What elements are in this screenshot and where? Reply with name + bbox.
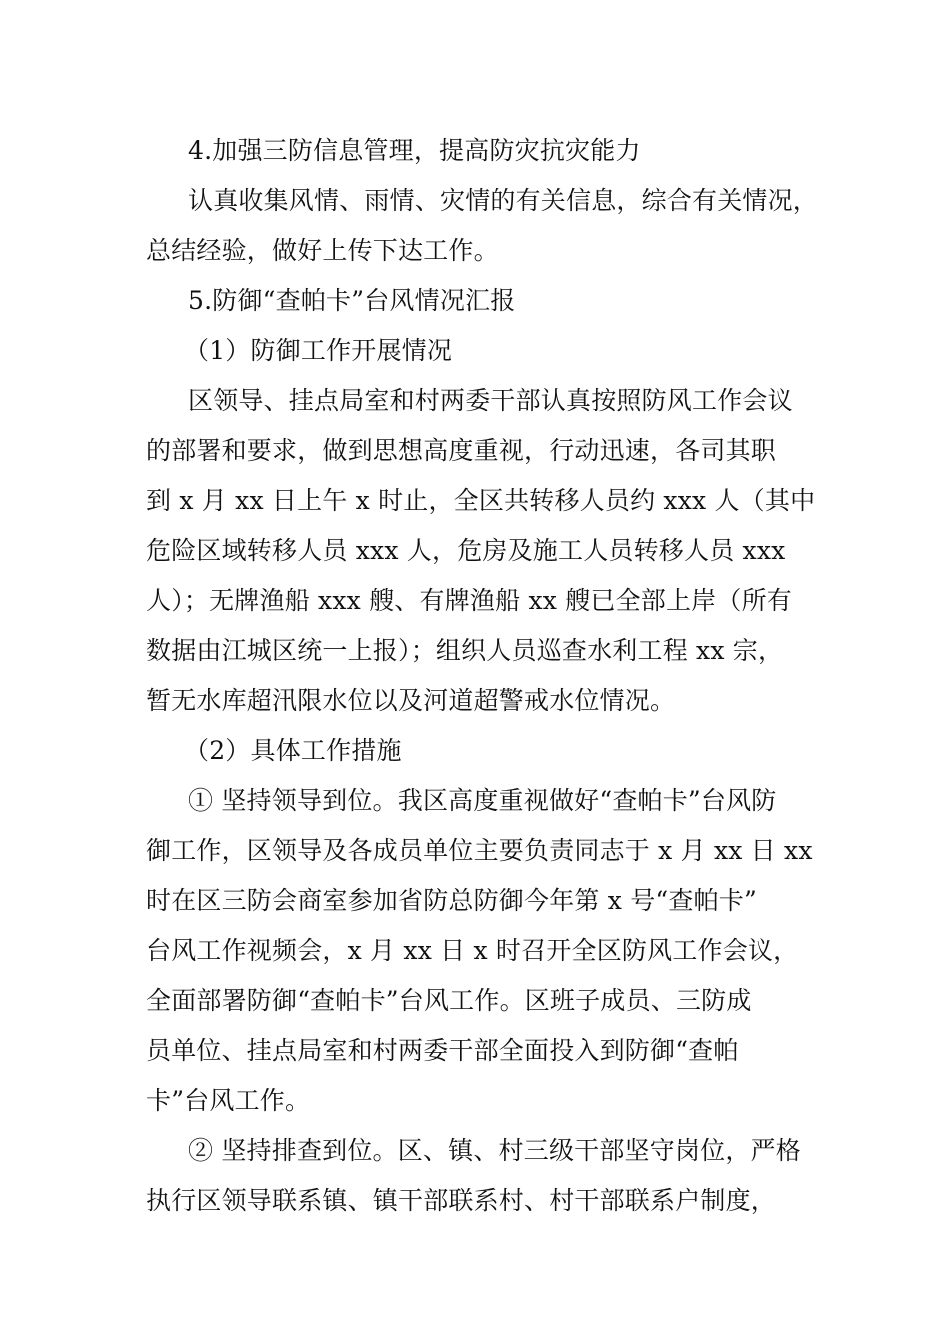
paragraph-line: 的部署和要求，做到思想高度重视，行动迅速，各司其职 [146, 436, 777, 465]
paragraph-line: 全面部署防御“查帕卡”台风工作。区班子成员、三防成 [146, 986, 752, 1015]
section-heading-4: 4.加强三防信息管理，提高防灾抗灾能力 [188, 136, 641, 165]
paragraph-line: 御工作，区领导及各成员单位主要负责同志于 x 月 xx 日 xx [146, 836, 813, 865]
paragraph-line: 台风工作视频会，x 月 xx 日 x 时召开全区防风工作会议， [146, 936, 799, 965]
paragraph-line: 数据由江城区统一上报）；组织人员巡查水利工程 xx 宗， [146, 636, 784, 665]
paragraph-line: ② 坚持排查到位。区、镇、村三级干部坚守岗位，严格 [188, 1136, 801, 1165]
subsection-heading-2: （2）具体工作措施 [184, 736, 402, 765]
paragraph-line: 员单位、挂点局室和村两委干部全面投入到防御“查帕 [146, 1036, 739, 1065]
subsection-heading-1: （1）防御工作开展情况 [184, 336, 453, 365]
paragraph-line: 人）；无牌渔船 xxx 艘、有牌渔船 xx 艘已全部上岸（所有 [146, 586, 792, 615]
section-heading-5: 5.防御“查帕卡”台风情况汇报 [188, 286, 516, 315]
document-body [146, 126, 819, 1226]
paragraph-line: 卡”台风工作。 [146, 1086, 311, 1115]
paragraph-line: 时在区三防会商室参加省防总防御今年第 x 号“查帕卡” [146, 886, 757, 915]
paragraph-line: 认真收集风情、雨情、灾情的有关信息，综合有关情况， [188, 186, 819, 215]
paragraph-line: 区领导、挂点局室和村两委干部认真按照防风工作会议 [188, 386, 793, 415]
paragraph-line: 到 x 月 xx 日上午 x 时止，全区共转移人员约 xxx 人（其中 [146, 486, 816, 515]
paragraph-line: 执行区领导联系镇、镇干部联系村、村干部联系户制度， [146, 1186, 777, 1215]
paragraph-line: 暂无水库超汛限水位以及河道超警戒水位情况。 [146, 686, 676, 715]
paragraph-line: 总结经验，做好上传下达工作。 [146, 236, 499, 265]
paragraph-line: ① 坚持领导到位。我区高度重视做好“查帕卡”台风防 [188, 786, 777, 815]
paragraph-line: 危险区域转移人员 xxx 人，危房及施工人员转移人员 xxx [146, 536, 786, 565]
